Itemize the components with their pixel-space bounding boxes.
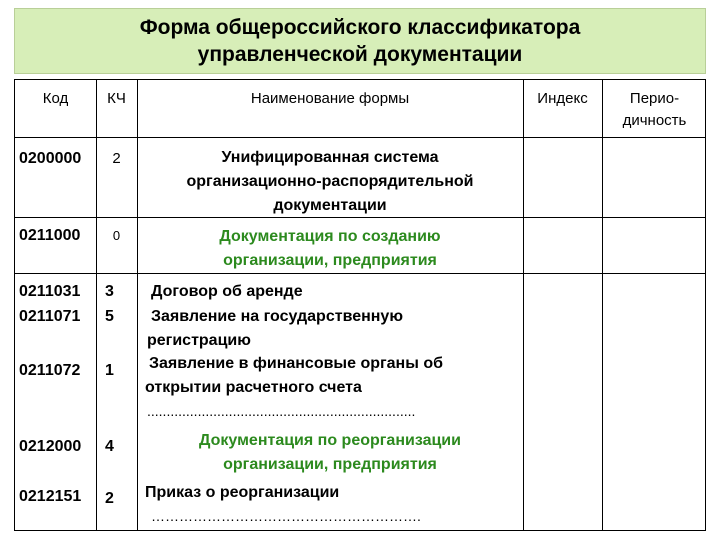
- row3-ellipsis: .....................................................................: [147, 403, 416, 419]
- row3-kch-2: 5: [105, 308, 114, 325]
- col-divider: [602, 80, 603, 530]
- row4-kch-2: 2: [105, 490, 114, 507]
- row1-kch: 2: [112, 150, 121, 167]
- col-divider: [523, 80, 524, 530]
- row3-code-3: 0211072: [19, 362, 81, 379]
- row4-kch-1: 4: [105, 438, 114, 455]
- row2-kch: 0: [112, 228, 121, 243]
- title-banner: [14, 8, 706, 74]
- header-name: Наименование формы: [250, 90, 410, 107]
- row4-code-2: 0212151: [19, 488, 82, 505]
- row2-code: 0211000: [19, 227, 81, 244]
- row3-kch-1: 3: [105, 283, 114, 300]
- row4-ellipsis: ………………………………………………….: [151, 508, 421, 524]
- header-index: Индекс: [537, 90, 588, 107]
- row3-item-bank-account: Заявление в финансовые органы об открытии расчетного счета: [145, 355, 443, 396]
- classifier-table: [14, 79, 706, 531]
- row3-code-1: 0211031: [19, 283, 81, 300]
- header-row-divider: [15, 137, 705, 138]
- header-code: Код: [42, 90, 69, 107]
- row3-code-2: 0211071: [19, 308, 81, 325]
- title-line-2: управленческой документации: [197, 43, 523, 66]
- header-periodicity: Перио- дичность: [622, 90, 687, 129]
- row1-name: Унифицированная система организационно-распорядительной документации: [186, 149, 474, 214]
- row1-code: 0200000: [19, 150, 82, 167]
- row4-item-reorganization-order: Приказ о реорганизации: [145, 484, 340, 501]
- row3-item-registration: Заявление на государственную регистрацию: [147, 308, 403, 349]
- row-divider: [15, 273, 705, 274]
- row2-name: Документация по созданию организации, предприятия: [219, 228, 441, 269]
- title-line-1: Форма общероссийского классификатора: [139, 16, 581, 39]
- row3-item-lease: Договор об аренде: [151, 283, 303, 300]
- header-kch: КЧ: [107, 90, 126, 107]
- row3-kch-3: 1: [105, 362, 114, 379]
- row4-code-1: 0212000: [19, 438, 82, 455]
- row4-name: Документация по реорганизации организации, предприятия: [199, 432, 461, 473]
